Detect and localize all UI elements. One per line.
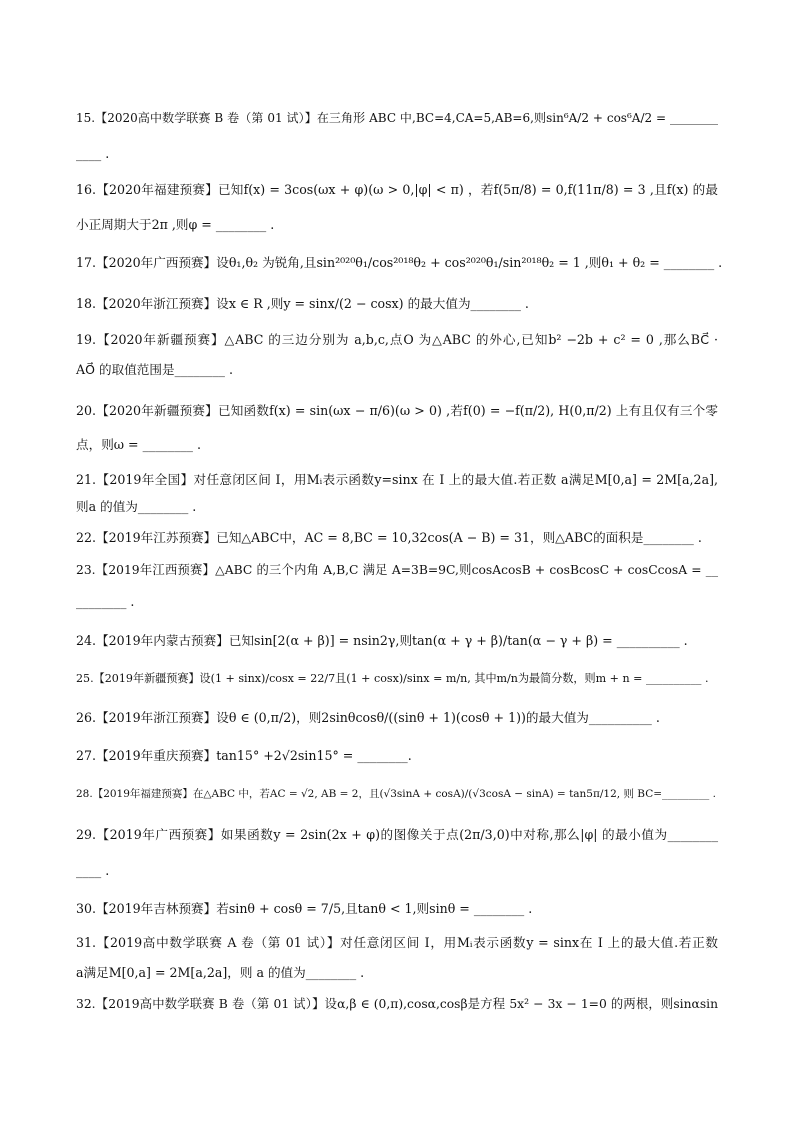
problem-21-line-1: 21.【2019年全国】对任意闭区间 I，用Mᵢ表示函数y=sinx 在 I 上的最大值.若正数 a满足M[0,a] = 2M[a,2a], xyxy=(76,472,718,487)
problem-21-line-2: 则a 的值为________ . xyxy=(76,499,197,514)
problem-17: 17.【2020年广西预赛】设θ₁,θ₂ 为锐角,且sin²⁰²⁰θ₁/cos²⁰¹⁸θ₂ + cos²⁰²⁰θ₁/sin²⁰¹⁸θ₂ = 1 ,则θ₁ + θ₂ = ________ . xyxy=(76,255,723,270)
problem-25: 25.【2019年新疆预赛】设(1 + sinx)/cosx = 22/7且(1 + cosx)/sinx = m/n, 其中m/n为最简分数，则m + n = __________ . xyxy=(76,672,709,685)
problem-20-line-1: 20.【2020年新疆预赛】已知函数f(x) = sin(ωx − π/6)(ω > 0) ,若f(0) = −f(π/2), H(0,π/2) 上有且仅有三个零 xyxy=(76,403,718,418)
problem-28: 28.【2019年福建预赛】在△ABC 中，若AC = √2, AB = 2，且(√3sinA + cosA)/(√3cosA − sinA) = tan5π/12, 则 BC=_________ . xyxy=(76,788,716,800)
problem-26: 26.【2019年浙江预赛】设θ ∈ (0,π/2)，则2sinθcosθ/((sinθ + 1)(cosθ + 1))的最大值为__________ . xyxy=(76,710,660,725)
problem-16-line-2: 小正周期大于2π ,则φ = ________ . xyxy=(76,217,275,232)
problem-30: 30.【2019年吉林预赛】若sinθ + cosθ = 7/5,且tanθ < 1,则sinθ = ________ . xyxy=(76,901,533,916)
problem-19-line-2: AO⃗ 的取值范围是________ . xyxy=(76,362,233,377)
problem-23-line-2: ________ . xyxy=(76,594,135,609)
problem-16-line-1: 16.【2020年福建预赛】已知f(x) = 3cos(ωx + φ)(ω > 0,|φ| < π) ，若f(5π/8) = 0,f(11π/8) = 3 ,且f(x) 的最 xyxy=(76,182,718,197)
problem-23-line-1: 23.【2019年江西预赛】△ABC 的三个内角 A,B,C 满足 A=3B=9C,则cosAcosB + cosBcosC + cosCcosA = __ xyxy=(76,563,718,577)
problem-24: 24.【2019年内蒙古预赛】已知sin[2(α + β)] = nsin2γ,则tan(α + γ + β)/tan(α − γ + β) = __________ . xyxy=(76,633,688,648)
problem-29-line-1: 29.【2019年广西预赛】如果函数y = 2sin(2x + φ)的图像关于点(2π/3,0)中对称,那么|φ| 的最小值为________ xyxy=(76,827,718,842)
problem-27: 27.【2019年重庆预赛】tan15° +2√2sin15° = ________. xyxy=(76,748,412,763)
problem-18: 18.【2020年浙江预赛】设x ∈ R ,则y = sinx/(2 − cosx) 的最大值为________ . xyxy=(76,296,529,311)
problem-15-line-1: 15.【2020高中数学联赛 B 卷（第 01 试）】在三角形 ABC 中,BC=4,CA=5,AB=6,则sin⁶A/2 + cos⁶A/2 = ________ xyxy=(76,111,718,125)
problem-32: 32.【2019高中数学联赛 B 卷（第 01 试）】设α,β ∈ (0,π),cosα,cosβ是方程 5x² − 3x − 1=0 的两根，则sinαsin xyxy=(76,997,718,1011)
problem-20-line-2: 点，则ω = ________ . xyxy=(76,437,201,452)
problem-22: 22.【2019年江苏预赛】已知△ABC中，AC = 8,BC = 10,32cos(A − B) = 31，则△ABC的面积是________ . xyxy=(76,530,702,545)
problem-19-line-1: 19.【2020年新疆预赛】△ABC 的三边分别为 a,b,c,点O 为△ABC 的外心,已知b² −2b + c² = 0 ,那么BC⃗ · xyxy=(76,332,718,347)
problem-31-line-1: 31.【2019高中数学联赛 A 卷（第 01 试）】对任意闭区间 I，用Mᵢ表示函数y = sinx在 I 上的最大值.若正数 xyxy=(76,935,718,950)
problem-31-line-2: a满足M[0,a] = 2M[a,2a]，则 a 的值为________ . xyxy=(76,965,365,980)
problem-29-line-2: ____ . xyxy=(76,863,110,878)
problem-15-line-2: ____ . xyxy=(76,146,110,161)
